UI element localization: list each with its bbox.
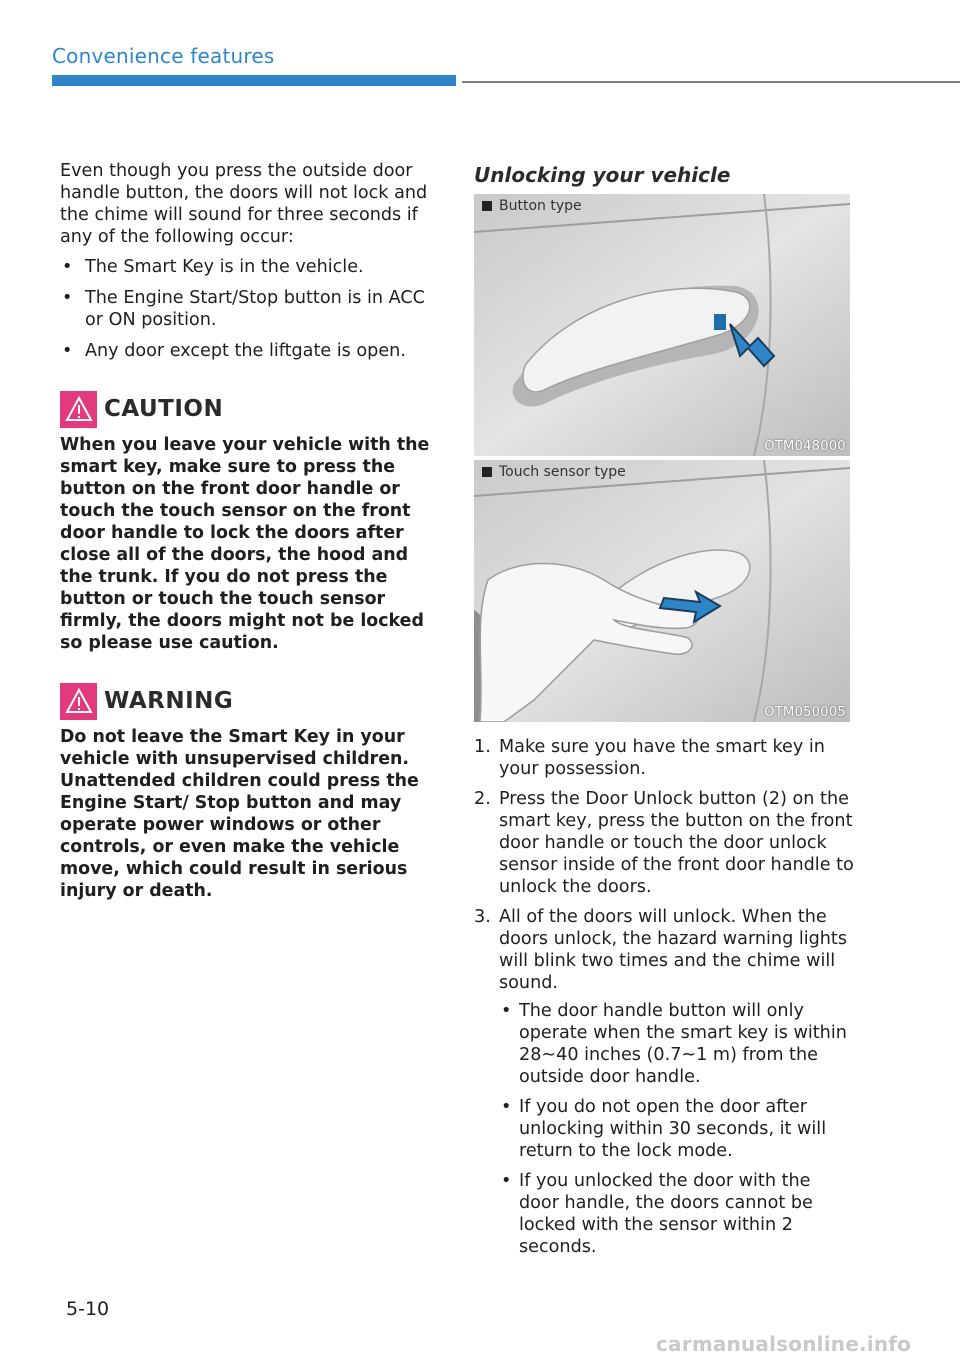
warning-triangle-icon [60,391,97,428]
header-section-title: Convenience features [52,44,275,68]
caution-title: CAUTION [104,396,224,422]
unlock-steps [474,736,854,1258]
door-handle-hand-illustration [474,460,850,722]
list-item: • Any door except the liftgate is open. [62,341,406,361]
figure-code: OTM048000 [764,439,846,454]
list-item: • If you unlocked the door with the door handle, the doors cannot be locked with the sensor within 2 seconds. [501,1171,813,1257]
figure-touch-sensor-type [474,460,850,722]
warning-box [60,682,438,902]
figure-label: Button type [499,198,582,214]
condition-list [60,256,438,362]
list-item: 1. Make sure you have the smart key in your possession. [474,737,825,779]
warning-body: Do not leave the Smart Key in your vehicle with unsupervised children. Unattended children could press the Engine Start/ Stop button and may operate power windows or other controls, or even make the vehicle move, which could result in serious injury or death. [60,727,419,901]
figure-button-type [474,194,850,456]
watermark: carmanualsonline.info [656,1332,912,1356]
page-number: 5-10 [66,1298,110,1320]
right-column [474,160,854,1266]
list-item: • The Engine Start/Stop button is in ACC or ON position. [62,288,425,330]
intro-paragraph: Even though you press the outside door handle button, the doors will not lock and the chime will sound for three seconds if any of the following occur: [60,161,428,247]
list-item: • The door handle button will only operate when the smart key is within 28~40 inches (0.7~1 m) from the outside door handle. [501,1001,847,1087]
header-rule [462,81,960,83]
left-column [60,160,438,902]
square-marker-icon [482,467,492,477]
header-accent-bar [52,75,456,86]
warning-triangle-icon [60,683,97,720]
figure-code: OTM050005 [764,705,846,720]
list-item: 2. Press the Door Unlock button (2) on the smart key, press the button on the front door handle or touch the door unlock sensor inside of the front door handle to unlock the doors. [474,789,854,897]
list-item: 3. All of the doors will unlock. When the doors unlock, the hazard warning lights will blink two times and the chime will sound. • The door handle button will only operate when the smart key is within 28~40 inches (0.7~1 m) from the outside door handle. • If you do not open the door after unlocking within 30 seconds, it will return to the lock mode. • If you unlocked the door with the door handle, the doors cannot be locked with the sensor within 2 seconds. [474,906,854,1258]
caution-box [60,390,438,654]
step-notes [499,1000,854,1258]
figure-label: Touch sensor type [499,464,626,480]
list-item: • The Smart Key is in the vehicle. [62,257,364,277]
square-marker-icon [482,201,492,211]
section-title: Unlocking your vehicle [474,163,731,187]
list-item: • If you do not open the door after unlocking within 30 seconds, it will return to the lock mode. [501,1097,827,1161]
caution-body: When you leave your vehicle with the smart key, make sure to press the button on the front door handle or touch the touch sensor on the front door handle to lock the doors after close all of the doors, the hood and the trunk. If you do not press the button or touch the touch sensor firmly, the doors might not be locked so please use caution. [60,435,430,653]
warning-title: WARNING [104,688,234,714]
door-handle-illustration [474,194,850,456]
